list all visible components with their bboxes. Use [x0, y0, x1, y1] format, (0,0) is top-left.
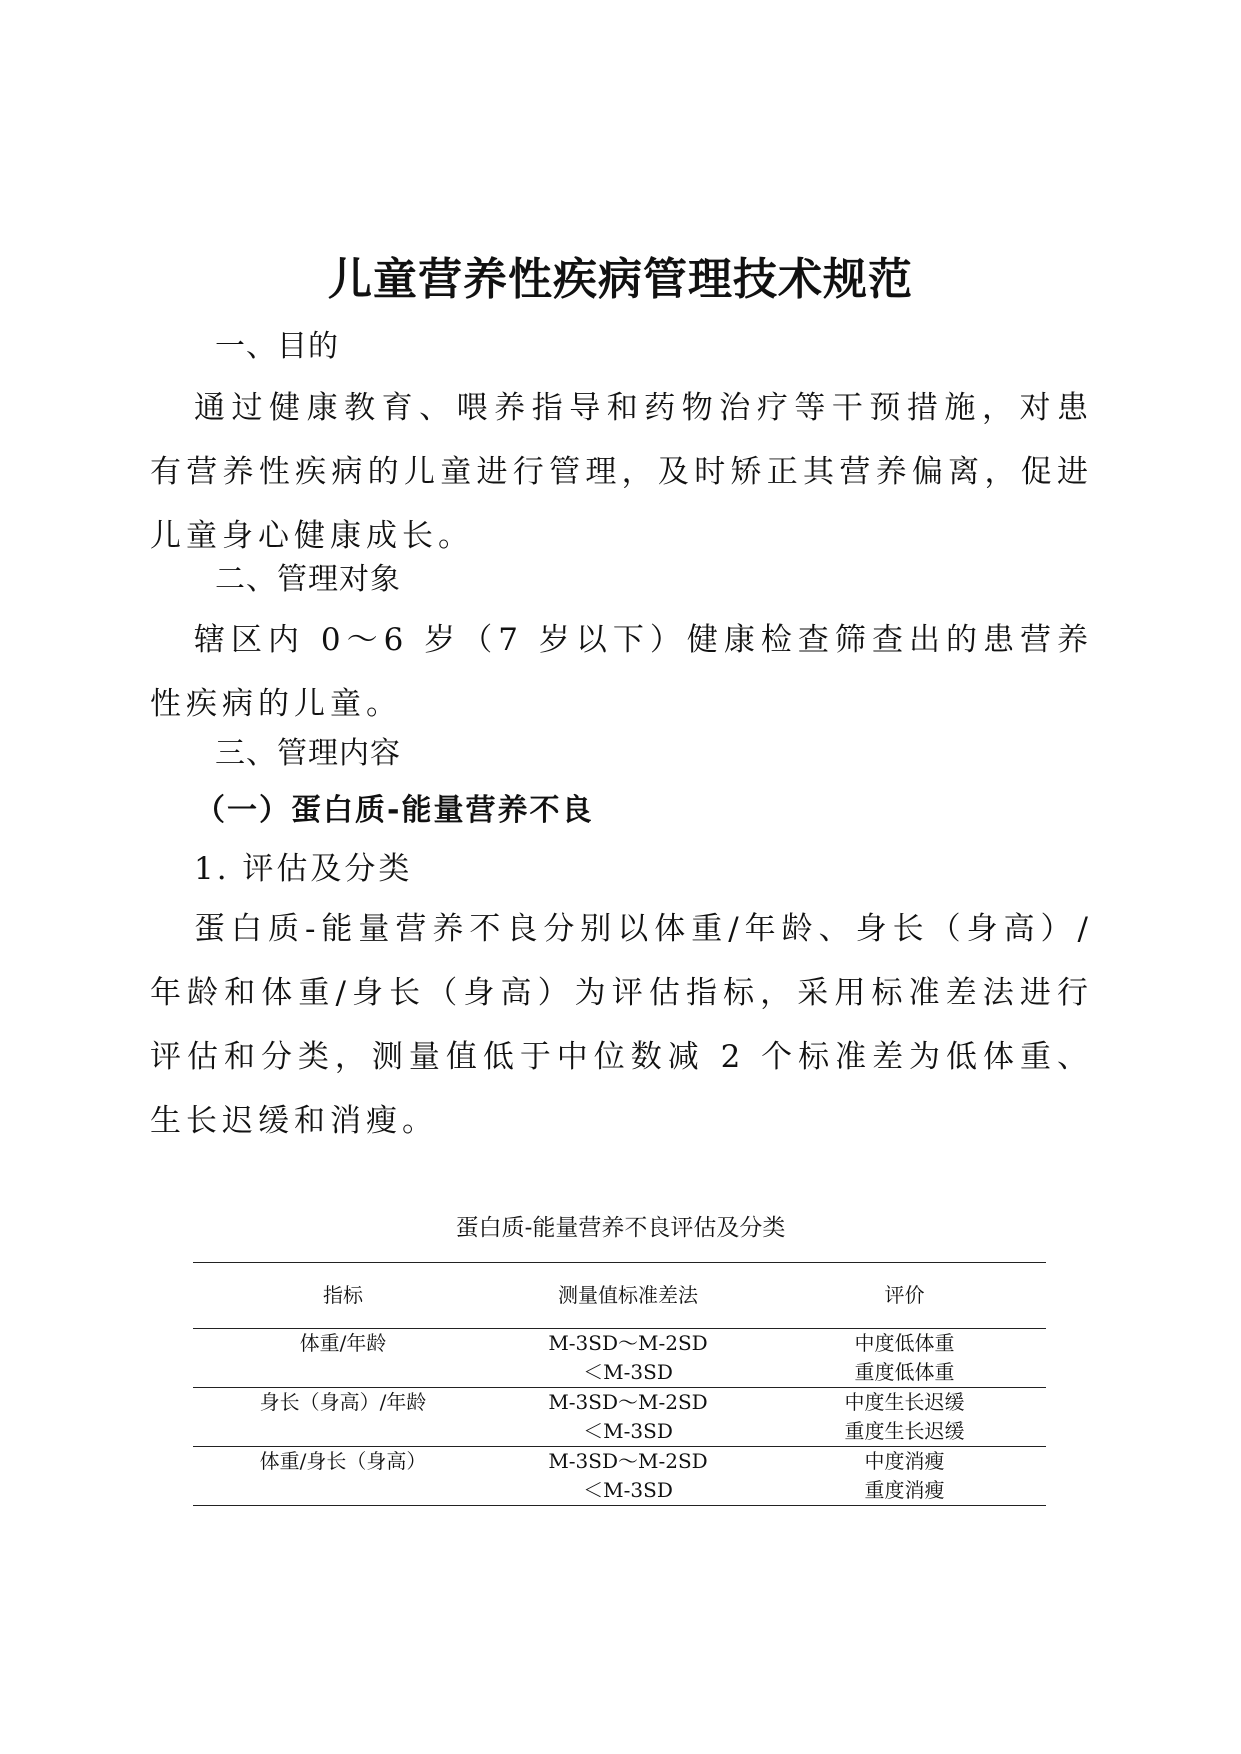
- table-row: [193, 1447, 1046, 1506]
- table-header-indicator: 指标: [193, 1263, 493, 1329]
- table-cell-values: M-3SD～M-2SD ＜M-3SD: [493, 1388, 763, 1447]
- section-heading-content: 三、管理内容: [215, 736, 401, 771]
- subsection-heading: （一）蛋白质-能量营养不良: [195, 793, 594, 828]
- content-paragraph: 蛋白质-能量营养不良分别以体重/年龄、身长（身高）/年龄和体重/身长（身高）为评估指标，采用标准差法进行评估和分类，测量值低于中位数减 2 个标准差为低体重、生长迟缓和消瘦。: [150, 911, 1093, 1139]
- purpose-paragraph: 通过健康教育、喂养指导和药物治疗等干预措施，对患有营养性疾病的儿童进行管理，及时矫正其营养偏离，促进儿童身心健康成长。: [150, 390, 1093, 554]
- table-cell-indicator: 身长（身高）/年龄: [193, 1388, 493, 1447]
- table-caption: 蛋白质-能量营养不良评估及分类: [455, 1215, 786, 1241]
- page-title: 儿童营养性疾病管理技术规范: [328, 254, 913, 305]
- table-header-method: 测量值标准差法: [493, 1263, 763, 1329]
- section-heading-target: 二、管理对象: [215, 562, 401, 597]
- table-cell-ratings: 中度低体重 重度低体重: [763, 1329, 1046, 1388]
- section-heading-purpose: 一、目的: [215, 329, 339, 364]
- table-cell-values: M-3SD～M-2SD ＜M-3SD: [493, 1329, 763, 1388]
- table-cell-indicator: 体重/身长（身高）: [193, 1447, 493, 1506]
- table-header-rating: 评价: [763, 1263, 1046, 1329]
- table-row: [193, 1329, 1046, 1388]
- assessment-table: [193, 1262, 1046, 1506]
- table-cell-ratings: 中度消瘦 重度消瘦: [763, 1447, 1046, 1506]
- item-heading: 1. 评估及分类: [194, 851, 413, 887]
- table-cell-indicator: 体重/年龄: [193, 1329, 493, 1388]
- target-paragraph: 辖区内 0～6 岁（7 岁以下）健康检查筛查出的患营养性疾病的儿童。: [150, 622, 1093, 722]
- table-cell-values: M-3SD～M-2SD ＜M-3SD: [493, 1447, 763, 1506]
- table-header-row: [193, 1263, 1046, 1329]
- table-cell-ratings: 中度生长迟缓 重度生长迟缓: [763, 1388, 1046, 1447]
- table-row: [193, 1388, 1046, 1447]
